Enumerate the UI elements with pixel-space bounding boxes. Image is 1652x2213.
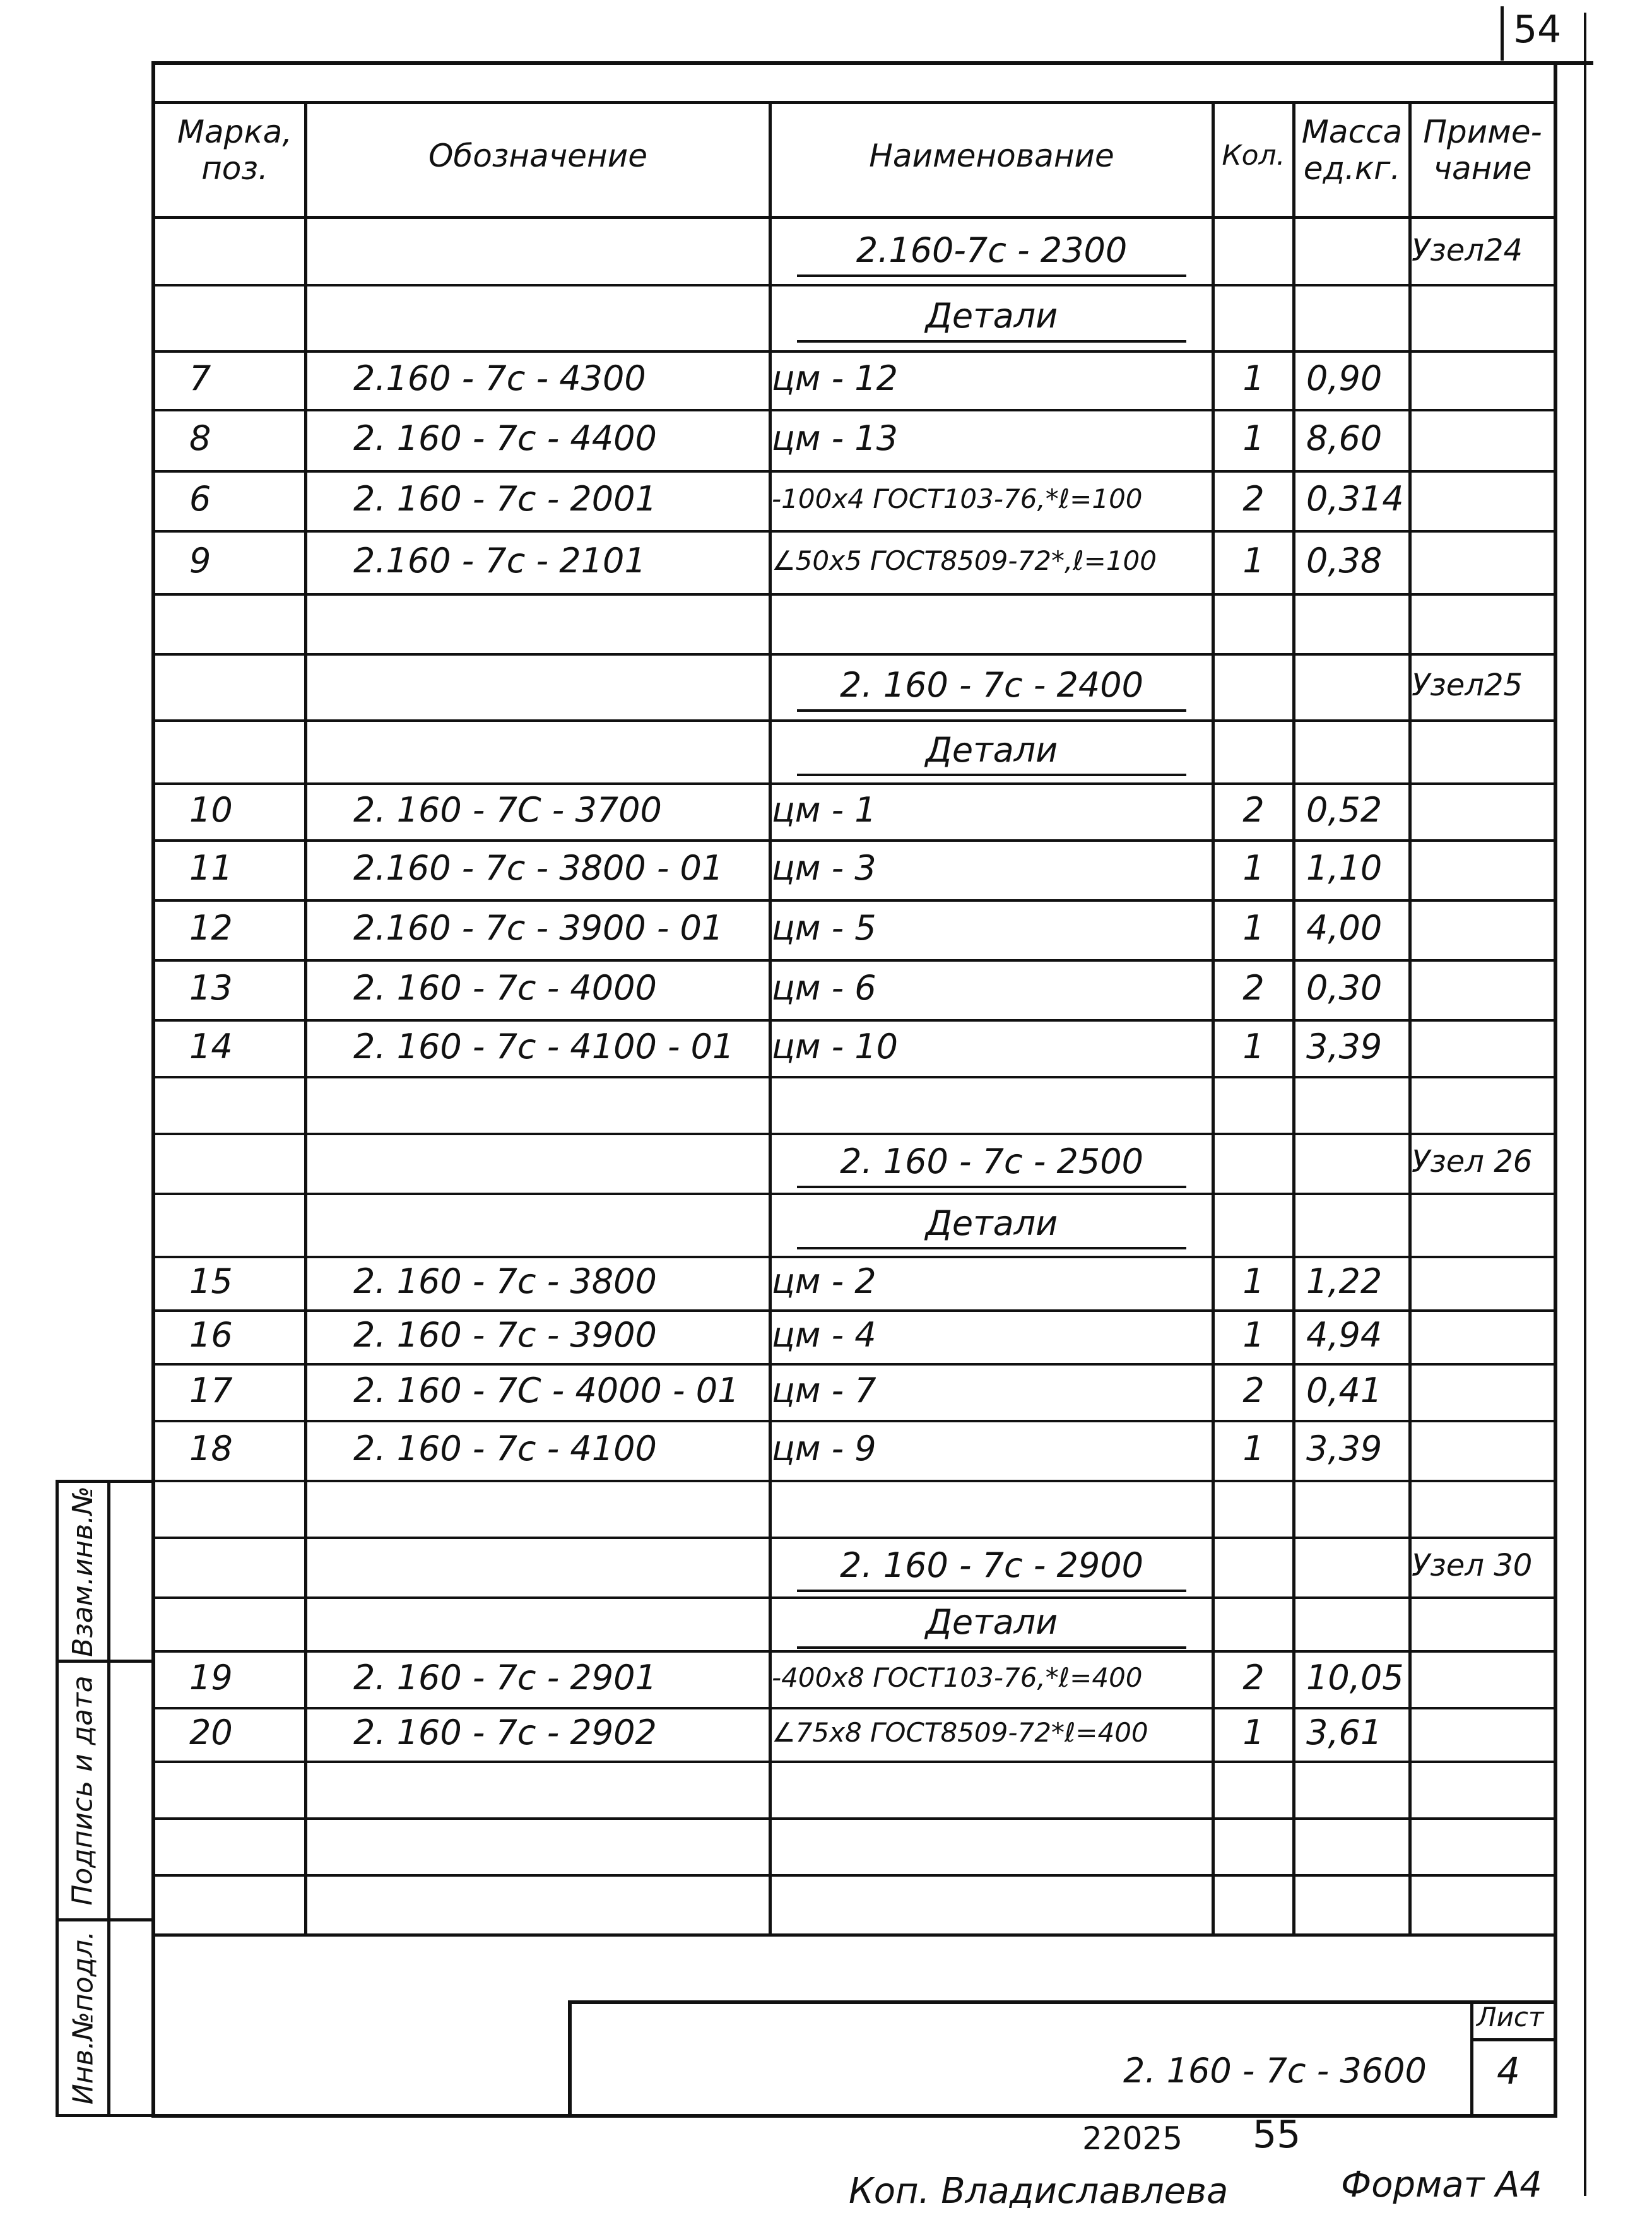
cell-qty: 1 [1242,1713,1265,1753]
sheet-number: 4 [1497,2050,1520,2092]
cell-mass: 4,94 [1306,1315,1383,1355]
page-number-bottom: 55 [1253,2113,1301,2157]
row-divider [151,782,1557,785]
row-divider [151,899,1557,902]
cell-mass: 0,52 [1306,789,1383,830]
row-divider [151,1480,1557,1482]
cell-name: цм - 4 [772,1315,876,1355]
cell-mark: 13 [189,968,233,1008]
format-label: Формат А4 [1341,2164,1542,2205]
col-divider [1292,101,1295,1935]
cell-mark: 20 [189,1713,233,1753]
cell-name: Детали [797,295,1186,343]
cell-note: Узел24 [1412,233,1523,269]
cell-mark: 12 [189,908,233,948]
row-divider [151,409,1557,411]
cell-qty: 1 [1242,1026,1265,1066]
header-note-line1: Приме- [1423,114,1542,150]
row-divider [151,530,1557,533]
cell-designation: 2. 160 - 7с - 2001 [353,479,657,519]
header-note [1412,114,1554,187]
cell-qty: 1 [1242,848,1265,888]
side-label-inv-orig [59,1921,107,2114]
cell-name: цм - 5 [772,908,876,948]
header-mark-line1: Марка, [177,114,293,150]
cell-name: ∠50х5 ГОСТ8509-72*,ℓ=100 [772,545,1157,576]
cell-designation: 2.160 - 7с - 3800 - 01 [353,848,724,888]
row-divider [151,470,1557,473]
side-label-replace-inv-text: Взам.инв.№ [67,1485,99,1657]
side-label-sign-date [59,1663,107,1918]
row-divider [151,1650,1557,1653]
row-divider [151,1133,1557,1135]
cell-mass: 3,39 [1306,1026,1383,1066]
cell-designation: 2. 160 - 7с - 4100 [353,1429,657,1469]
cell-qty: 2 [1242,1370,1265,1410]
col-divider [304,101,307,1935]
cell-name: -400х8 ГОСТ103-76,*ℓ=400 [772,1661,1143,1693]
row-divider [151,1076,1557,1078]
sheet-label: Лист [1477,2002,1544,2033]
header-designation: Обозначение [428,138,647,174]
cell-mark: 6 [189,479,211,519]
cell-note: Узел 30 [1412,1548,1533,1584]
copied-by: Коп. Владиславлева [849,2171,1229,2212]
cell-mass: 0,314 [1306,479,1404,519]
cell-designation: 2. 160 - 7с - 4400 [353,418,657,459]
cell-designation: 2. 160 - 7С - 3700 [353,789,662,830]
cell-mass: 1,22 [1306,1261,1383,1302]
row-divider [151,1363,1557,1366]
cell-name: цм - 3 [772,848,876,888]
row-divider [151,1596,1557,1599]
cell-mass: 0,38 [1306,540,1383,581]
side-label-replace-inv [59,1483,107,1660]
cell-qty: 2 [1242,1657,1265,1697]
row-divider [151,719,1557,722]
cell-mass: 8,60 [1306,418,1383,459]
row-divider [151,1193,1557,1195]
cell-mass: 0,41 [1306,1370,1383,1410]
page-number-box-left [1501,6,1504,61]
cell-designation: 2. 160 - 7с - 2902 [353,1713,657,1753]
row-divider [151,653,1557,656]
header-qty: Кол. [1222,139,1285,172]
row-divider [151,284,1557,286]
cell-qty: 2 [1242,789,1265,830]
cell-mark: 11 [189,848,233,888]
cell-mark: 19 [189,1657,233,1697]
cell-mass: 10,05 [1306,1657,1404,1697]
row-divider [151,1761,1557,1763]
row-divider [151,959,1557,962]
cell-qty: 1 [1242,1429,1265,1469]
cell-mark: 17 [189,1370,233,1410]
cell-designation: 2. 160 - 7С - 4000 - 01 [353,1370,740,1410]
side-label-sign-date-text: Подпись и дата [67,1675,99,1906]
cell-mark: 7 [189,358,211,399]
cell-name: цм - 7 [772,1370,876,1410]
header-mass-line1: Масса [1301,114,1403,150]
cell-designation: 2. 160 - 7с - 3900 [353,1315,657,1355]
cell-designation: 2. 160 - 7с - 3800 [353,1261,657,1302]
header-mark [165,114,304,187]
cell-mass: 3,39 [1306,1429,1383,1469]
cell-mark: 8 [189,418,211,459]
cell-name: 2. 160 - 7с - 2400 [797,664,1186,712]
cell-name: цм - 9 [772,1429,876,1469]
row-divider [151,1256,1557,1258]
cell-name: 2.160-7с - 2300 [797,229,1186,277]
cell-designation: 2.160 - 7с - 4300 [353,358,646,399]
cell-mark: 15 [189,1261,233,1302]
cell-mark: 9 [189,540,211,581]
cell-name: цм - 13 [772,418,899,459]
doc-code: 2. 160 - 7с - 3600 [1123,2051,1427,2091]
row-divider [151,593,1557,596]
cell-qty: 2 [1242,968,1265,1008]
cell-mark: 14 [189,1026,233,1066]
row-divider [151,1019,1557,1022]
row-divider [151,1309,1557,1312]
order-number: 22025 [1082,2120,1183,2157]
header-note-line2: чание [1433,150,1532,187]
cell-designation: 2. 160 - 7с - 2901 [353,1657,657,1697]
cell-name: цм - 12 [772,358,899,399]
header-name: Наименование [869,138,1114,174]
header-mass [1295,114,1408,187]
row-divider [151,1537,1557,1539]
cell-qty: 1 [1242,418,1265,459]
cell-qty: 1 [1242,540,1265,581]
cell-name: -100х4 ГОСТ103-76,*ℓ=100 [772,483,1143,515]
cell-mass: 0,30 [1306,968,1383,1008]
cell-designation: 2. 160 - 7с - 4000 [353,968,657,1008]
cell-name: 2. 160 - 7с - 2900 [797,1544,1186,1592]
cell-name: 2. 160 - 7с - 2500 [797,1140,1186,1188]
cell-designation: 2. 160 - 7с - 4100 - 01 [353,1026,735,1066]
row-divider [151,350,1557,353]
cell-qty: 1 [1242,1261,1265,1302]
side-label-inv-orig-text: Инв.№подл. [67,1930,99,2105]
cell-note: Узел25 [1412,668,1523,704]
cell-mark: 16 [189,1315,233,1355]
header-mark-line2: поз. [201,150,268,187]
cell-mark: 18 [189,1429,233,1469]
cell-name: цм - 10 [772,1026,899,1066]
cell-mass: 0,90 [1306,358,1383,399]
cell-mark: 10 [189,789,233,830]
cell-designation: 2.160 - 7с - 3900 - 01 [353,908,724,948]
cell-note: Узел 26 [1412,1144,1533,1180]
row-divider [151,1707,1557,1709]
cell-name: ∠75х8 ГОСТ8509-72*ℓ=400 [772,1717,1148,1749]
cell-qty: 2 [1242,479,1265,519]
row-divider [151,1420,1557,1422]
row-divider [151,1817,1557,1820]
cell-name: Детали [797,1601,1186,1649]
cell-mass: 3,61 [1306,1713,1383,1753]
cell-name: Детали [797,729,1186,777]
cell-qty: 1 [1242,1315,1265,1355]
cell-name: цм - 6 [772,968,876,1008]
row-divider [151,1874,1557,1877]
cell-name: Детали [797,1202,1186,1250]
col-divider [1408,101,1412,1935]
cell-name: цм - 1 [772,789,876,830]
row-divider [151,839,1557,842]
page-number: 54 [1513,8,1562,52]
cell-qty: 1 [1242,908,1265,948]
cell-mass: 4,00 [1306,908,1383,948]
header-mass-line2: ед.кг. [1303,150,1401,187]
cell-qty: 1 [1242,358,1265,399]
cell-designation: 2.160 - 7с - 2101 [353,540,646,581]
cell-mass: 1,10 [1306,848,1383,888]
cell-name: цм - 2 [772,1261,876,1302]
